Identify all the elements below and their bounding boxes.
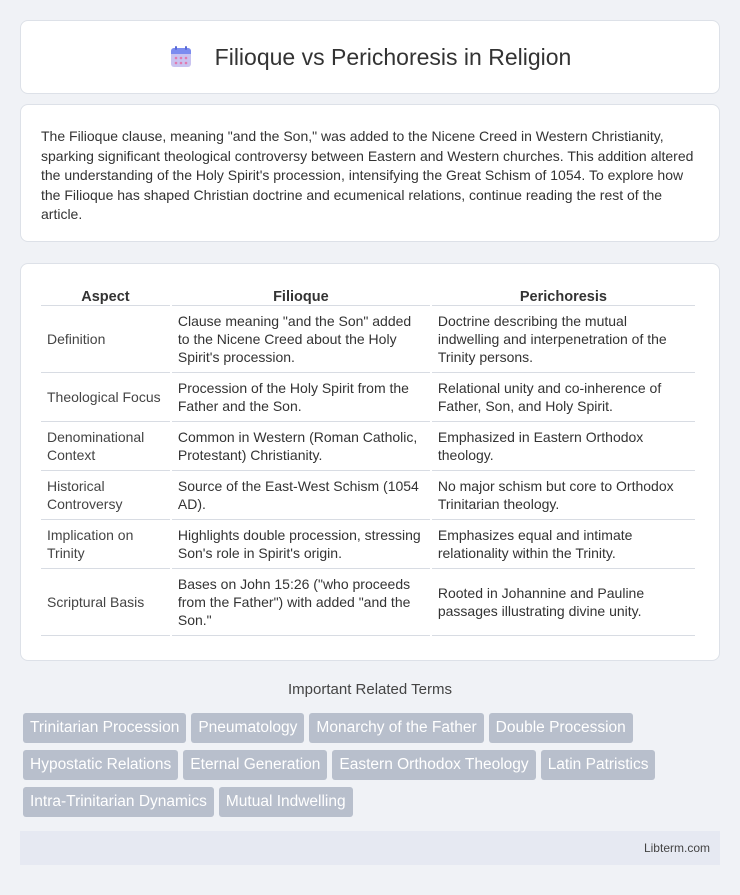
related-term-tag[interactable]: Hypostatic Relations bbox=[23, 750, 178, 780]
row-perichoresis: Relational unity and co-inherence of Father, Son, and Holy Spirit. bbox=[432, 373, 695, 422]
intro-card bbox=[20, 104, 720, 242]
table-header-row bbox=[41, 284, 695, 306]
row-perichoresis: Emphasizes equal and intimate relationality within the Trinity. bbox=[432, 520, 695, 569]
related-term-tag[interactable]: Double Procession bbox=[489, 713, 633, 743]
related-term-tag[interactable]: Monarchy of the Father bbox=[309, 713, 483, 743]
table-row bbox=[41, 520, 695, 569]
row-perichoresis: Doctrine describing the mutual indwelling and interpenetration of the Trinity persons. bbox=[432, 306, 695, 373]
related-term-tag[interactable]: Eastern Orthodox Theology bbox=[332, 750, 535, 780]
header-aspect: Aspect bbox=[41, 284, 170, 306]
related-term-tag[interactable]: Eternal Generation bbox=[183, 750, 327, 780]
footer-site-link[interactable]: Libterm.com bbox=[643, 841, 710, 855]
related-term-tag[interactable]: Intra-Trinitarian Dynamics bbox=[23, 787, 214, 817]
header-filioque: Filioque bbox=[172, 284, 430, 306]
table-row bbox=[41, 373, 695, 422]
comparison-table bbox=[39, 284, 697, 636]
row-filioque: Bases on John 15:26 ("who proceeds from the Father") with added "and the Son." bbox=[172, 569, 430, 636]
row-filioque: Highlights double procession, stressing Son's role in Spirit's origin. bbox=[172, 520, 430, 569]
row-aspect: Scriptural Basis bbox=[41, 569, 170, 636]
table-row bbox=[41, 422, 695, 471]
row-perichoresis: No major schism but core to Orthodox Trinitarian theology. bbox=[432, 471, 695, 520]
related-terms-list bbox=[23, 713, 723, 824]
comparison-table-card bbox=[20, 263, 720, 661]
page-title: Filioque vs Perichoresis in Religion bbox=[214, 43, 572, 70]
row-filioque: Source of the East-West Schism (1054 AD). bbox=[172, 471, 430, 520]
related-term-tag[interactable]: Pneumatology bbox=[191, 713, 304, 743]
row-filioque: Procession of the Holy Spirit from the Father and the Son. bbox=[172, 373, 430, 422]
related-term-tag[interactable]: Latin Patristics bbox=[541, 750, 656, 780]
header-card bbox=[20, 20, 720, 94]
row-aspect: Implication on Trinity bbox=[41, 520, 170, 569]
row-aspect: Theological Focus bbox=[41, 373, 170, 422]
header-perichoresis: Perichoresis bbox=[432, 284, 695, 306]
row-filioque: Common in Western (Roman Catholic, Protestant) Christianity. bbox=[172, 422, 430, 471]
related-term-tag[interactable]: Mutual Indwelling bbox=[219, 787, 353, 817]
row-filioque: Clause meaning "and the Son" added to the Nicene Creed about the Holy Spirit's procession. bbox=[172, 306, 430, 373]
table-row bbox=[41, 306, 695, 373]
row-perichoresis: Rooted in Johannine and Pauline passages illustrating divine unity. bbox=[432, 569, 695, 636]
intro-text: The Filioque clause, meaning "and the Son," was added to the Nicene Creed in Western Christianity, sparking significant theological controversy between Eastern and Western churches. This addition altered the understanding of the Holy Spirit's procession, intensifying the Great Schism of 1054. To explore how the Filioque has shaped Christian doctrine and ecumenical relations, continue reading the rest of the article. bbox=[41, 128, 694, 223]
related-terms-title: Important Related Terms bbox=[288, 681, 452, 698]
row-perichoresis: Emphasized in Eastern Orthodox theology. bbox=[432, 422, 695, 471]
related-term-tag[interactable]: Trinitarian Procession bbox=[23, 713, 186, 743]
footer bbox=[20, 831, 720, 865]
row-aspect: Denominational Context bbox=[41, 422, 170, 471]
table-row bbox=[41, 471, 695, 520]
calendar-icon bbox=[169, 45, 193, 69]
row-aspect: Definition bbox=[41, 306, 170, 373]
row-aspect: Historical Controversy bbox=[41, 471, 170, 520]
table-row bbox=[41, 569, 695, 636]
